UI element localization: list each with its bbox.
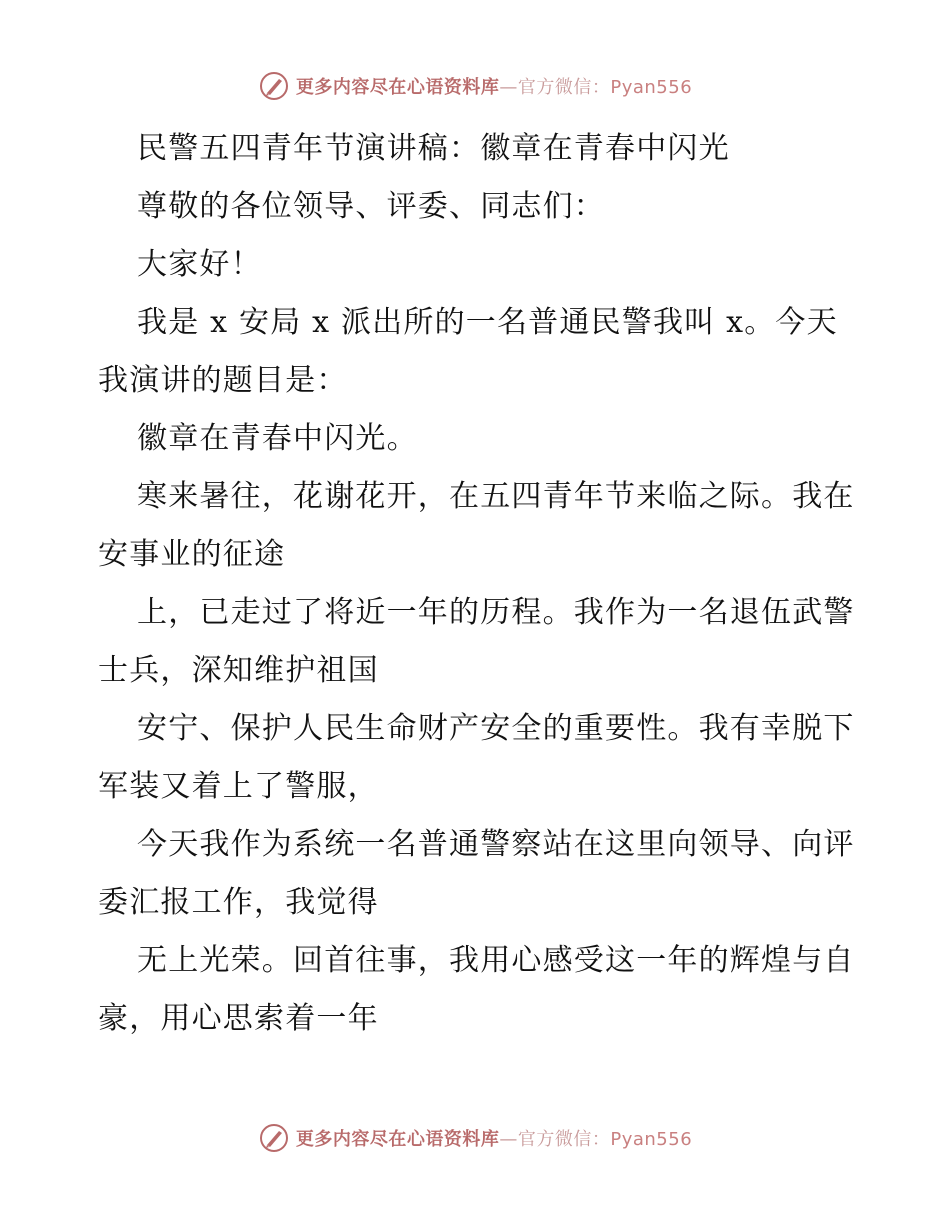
footer-watermark (0, 1122, 950, 1154)
watermark-separator: — (499, 1129, 518, 1150)
paragraph: 我是 x 安局 x 派出所的一名普通民警我叫 x。今天我演讲的题目是： (98, 305, 838, 398)
watermark-text (296, 73, 692, 99)
watermark-label: 官方微信： (517, 1129, 611, 1150)
document-title: 民警五四青年节演讲稿：徽章在青春中闪光 (137, 131, 730, 166)
paragraph: 寒来暑往，花谢花开，在五四青年节来临之际。我在安事业的征途 (98, 479, 855, 572)
salutation: 尊敬的各位领导、评委、同志们： (137, 189, 605, 224)
quill-pen-icon (258, 1122, 290, 1154)
paragraph: 无上光荣。回首往事，我用心感受这一年的辉煌与自豪，用心思索着一年 (98, 943, 855, 1036)
watermark-separator: — (499, 77, 518, 98)
paragraph: 今天我作为系统一名普通警察站在这里向领导、向评委汇报工作，我觉得 (98, 827, 855, 920)
quill-pen-icon (258, 70, 290, 102)
paragraph: 上，已走过了将近一年的历程。我作为一名退伍武警士兵，深知维护祖国 (98, 595, 855, 688)
watermark-label: 官方微信： (517, 77, 611, 98)
watermark-id: Pyan556 (610, 77, 693, 98)
watermark-text (296, 1125, 692, 1151)
watermark-main: 更多内容尽在心语资料库 (295, 1129, 500, 1150)
document-body (98, 120, 858, 1048)
greeting: 大家好！ (137, 247, 262, 282)
watermark-id: Pyan556 (610, 1129, 693, 1150)
paragraph: 安宁、保护人民生命财产安全的重要性。我有幸脱下军装又着上了警服， (98, 711, 855, 804)
watermark-main: 更多内容尽在心语资料库 (295, 77, 500, 98)
header-watermark (0, 70, 950, 102)
paragraph: 徽章在青春中闪光。 (137, 421, 418, 456)
